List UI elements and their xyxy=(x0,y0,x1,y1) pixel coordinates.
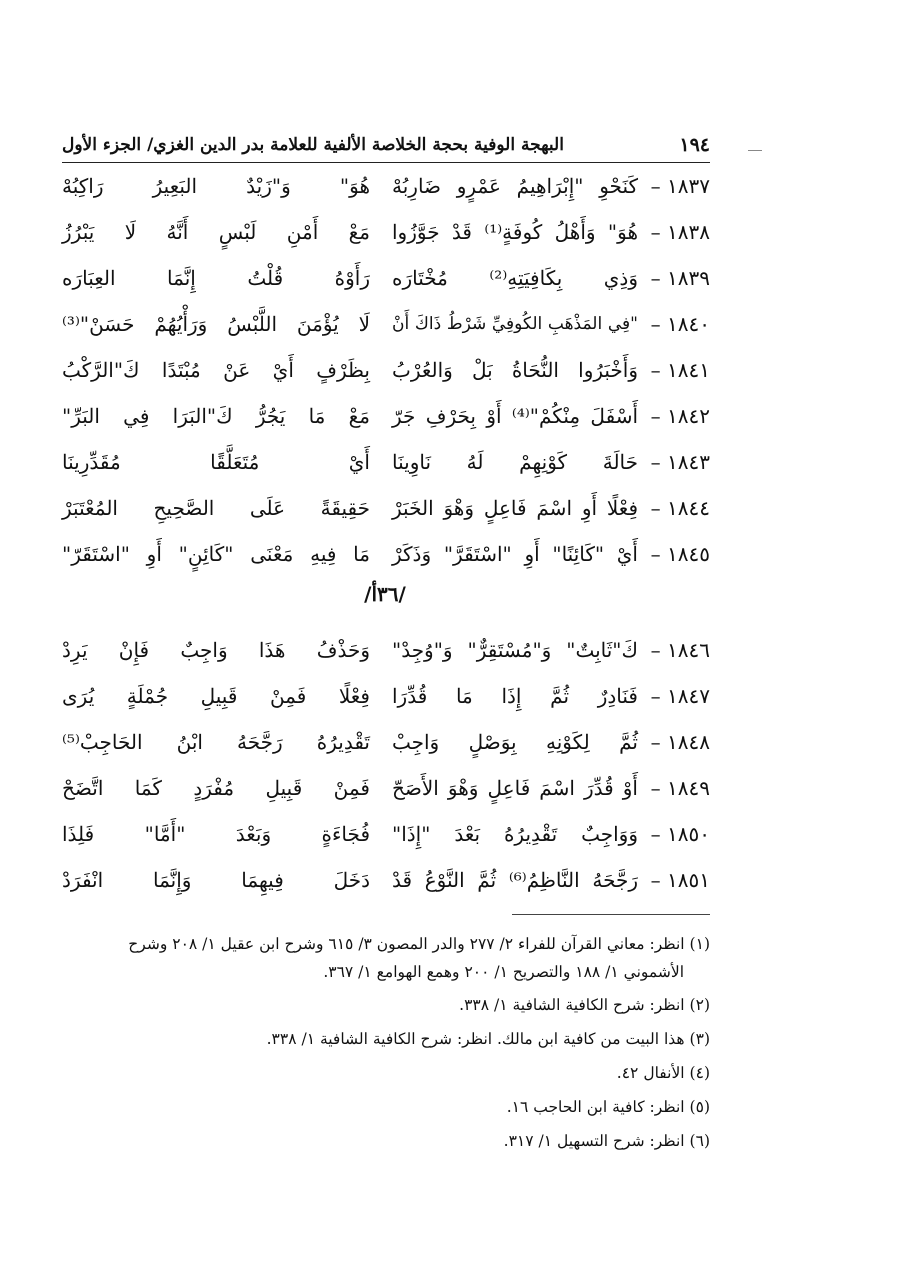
verse-first-hemistich: أَسْفَلَ مِنْكُمْ"⁽⁴⁾ أَوْ بِحَرْفِ جَرّ xyxy=(392,404,639,428)
footnote-text: انظر: معاني القرآن للفراء ٢/ ٢٧٧ والدر المصون ٣/ ٦١٥ وشرح ابن عقيل ١/ ٢٠٨ وشرح xyxy=(128,935,685,953)
verse-second-hemistich: فَمِنْ قَبِيلِ مُفْرَدٍ كَمَا اتَّضَحْ xyxy=(62,776,370,800)
footnote-id: (٦) xyxy=(689,1132,710,1150)
footnote-id: (١) xyxy=(689,935,710,953)
verse-first-hemistich: وَأَخْبَرُوا النُّحَاةُ بَلْ وَالعُرْبُ xyxy=(392,358,638,382)
verse-first-hemistich: ثُمَّ لِكَوْنِهِ بِوَصْلٍ وَاجِبْ xyxy=(392,730,638,754)
margin-tick xyxy=(748,150,762,151)
verse-first-hemistich: فِعْلًا أَوِ اسْمَ فَاعِلٍ وَهْوَ الخَبَرْ xyxy=(392,496,638,520)
verse-second-hemistich: مَا فِيهِ مَعْنَى "كَائِنٍ" أَوِ "اسْتَقَرّ" xyxy=(62,542,370,566)
verse-first-hemistich: وَوَاجِبٌ تَقْدِيرُهُ بَعْدَ "إِذَا" xyxy=(392,822,638,846)
verse-number: ١٨٤٥ – xyxy=(650,542,710,566)
verse-second-hemistich: فِعْلًا فَمِنْ قَبِيلِ جُمْلَةٍ يُرَى xyxy=(62,684,370,708)
footnote-id: (٢) xyxy=(689,996,710,1014)
verse-line xyxy=(62,534,710,574)
verse-line xyxy=(62,442,710,482)
footnote-continuation: الأشموني ١/ ١٨٨ والتصريح ١/ ٢٠٠ وهمع الهوامع ١/ ٣٦٧. xyxy=(323,963,684,981)
verse-number: ١٨٤٠ – xyxy=(650,312,710,336)
verse-line xyxy=(62,676,710,716)
verse-number: ١٨٥٠ – xyxy=(650,822,710,846)
footnote xyxy=(62,1093,710,1121)
verse-first-hemistich: أَوْ قُدِّرَ اسْمَ فَاعِلٍ وَهْوَ الأَصَحّ xyxy=(392,776,638,800)
verse-number: ١٨٤٢ – xyxy=(650,404,710,428)
verse-second-hemistich: أَيْ مُتَعَلَّقًا مُقَدِّرِينَا xyxy=(62,450,370,474)
footnote-text: هذا البيت من كافية ابن مالك. انظر: شرح الكافية الشافية ١/ ٣٣٨. xyxy=(266,1030,685,1048)
verse-first-hemistich: فَنَادِرٌ ثُمَّ إِذَا مَا قُدِّرَا xyxy=(392,684,638,708)
footnote-text: انظر: كافية ابن الحاجب ١٦. xyxy=(506,1098,685,1116)
verse-line xyxy=(62,396,710,436)
verse-number: ١٨٤٦ – xyxy=(650,638,710,662)
verse-number: ١٨٤٨ – xyxy=(650,730,710,754)
footnote-rule xyxy=(512,914,710,915)
footnote-id: (٤) xyxy=(689,1064,710,1082)
verse-second-hemistich: دَخَلَ فِيهِمَا وَإِنَّمَا انْفَرَدْ xyxy=(62,868,370,892)
verse-line xyxy=(62,258,710,298)
verse-second-hemistich: بِظَرْفٍ أَيْ عَنْ مُبْتَدًا كَ"الرَّكْبُ xyxy=(62,358,370,382)
verse-line xyxy=(62,304,710,344)
verse-number: ١٨٤٧ – xyxy=(650,684,710,708)
footnote-id: (٥) xyxy=(689,1098,710,1116)
footnote-text: انظر: شرح الكافية الشافية ١/ ٣٣٨. xyxy=(459,996,685,1014)
footnote xyxy=(62,1025,710,1053)
verse-number: ١٨٤٤ – xyxy=(650,496,710,520)
verse-line xyxy=(62,212,710,252)
verse-second-hemistich: فُجَاءَةٍ وَبَعْدَ "أَمَّا" فَلِذَا xyxy=(62,822,370,846)
verse-second-hemistich: وَحَذْفُ هَذَا وَاجِبٌ فَإِنْ يَرِدْ xyxy=(62,638,370,662)
verse-second-hemistich: مَعْ مَا يَجُرُّ كَ"البَرَا فِي البَرِّ" xyxy=(62,404,370,428)
verse-first-hemistich: "فِي المَذْهَبِ الكُوفِيِّ شَرْطُ ذَاكَ أَنْ xyxy=(392,314,638,334)
footnote xyxy=(62,930,710,986)
verse-number: ١٨٣٧ – xyxy=(650,174,710,198)
verse-line xyxy=(62,488,710,528)
verse-line xyxy=(62,166,710,206)
verse-line xyxy=(62,860,710,900)
footnote-text: انظر: شرح التسهيل ١/ ٣١٧. xyxy=(503,1132,685,1150)
verse-number: ١٨٤٩ – xyxy=(650,776,710,800)
verse-number: ١٨٣٩ – xyxy=(650,266,710,290)
verse-first-hemistich: كَنَحْوِ "إِبْرَاهِيمُ عَمْرٍو ضَارِبُهْ xyxy=(392,174,638,198)
verse-second-hemistich: لَا يُؤْمَنَ اللَّبْسُ وَرَأْيُهُمْ حَسَنْ"⁽³⁾ xyxy=(62,312,370,336)
footnote xyxy=(62,991,710,1019)
verse-first-hemistich: أَيْ "كَائِنًا" أَوِ "اسْتَقَرَّ" وَذَكَرْ xyxy=(392,542,638,566)
verse-second-hemistich: حَقِيقَةً عَلَى الصَّحِيحِ المُعْتَبَرْ xyxy=(62,496,370,520)
verse-second-hemistich: تَقْدِيرُهُ رَجَّحَهُ ابْنُ الحَاجِبْ⁽⁵⁾ xyxy=(62,730,370,754)
verse-number: ١٨٤٣ – xyxy=(650,450,710,474)
verse-number: ١٨٤١ – xyxy=(650,358,710,382)
running-header xyxy=(62,128,710,162)
folio-marker: /٣٦أ/ xyxy=(364,582,406,606)
verse-first-hemistich: كَ"ثَابِتٌ" وَ"مُسْتَقِرٌّ" وَ"وُجِدْ" xyxy=(392,638,638,662)
verse-line xyxy=(62,722,710,762)
verse-second-hemistich: هُوَ" وَ"زَيْدٌ البَعِيرُ رَاكِبُهْ xyxy=(62,174,370,198)
verse-line xyxy=(62,630,710,670)
verse-line xyxy=(62,768,710,808)
verse-second-hemistich: رَأَوْهُ قُلْتُ إِنَّمَا العِبَارَه xyxy=(62,266,370,290)
verse-first-hemistich: حَالَةَ كَوْنِهِمْ لَهُ نَاوِينَا xyxy=(392,450,638,474)
verse-number: ١٨٥١ – xyxy=(650,868,710,892)
footnote xyxy=(62,1059,710,1087)
footnote-text: الأنفال ٤٢. xyxy=(616,1064,685,1082)
header-title: البهجة الوفية بحجة الخلاصة الألفية للعلامة بدر الدين الغزي/ الجزء الأول xyxy=(62,135,564,155)
verse-first-hemistich: هُوَ" وَأَهْلُ كُوفَةٍ⁽¹⁾ قَدْ جَوَّزُوا xyxy=(392,220,638,244)
verse-number: ١٨٣٨ – xyxy=(650,220,710,244)
footnote-id: (٣) xyxy=(689,1030,710,1048)
footnote xyxy=(62,1127,710,1155)
verse-line xyxy=(62,350,710,390)
verse-line xyxy=(62,814,710,854)
verse-second-hemistich: مَعْ أَمْنِ لَبْسٍ أَنَّهُ لَا يَبْرُزُ xyxy=(62,220,370,244)
verse-first-hemistich: وَذِي بِكَافِيَتِهِ⁽²⁾ مُخْتَارَه xyxy=(392,266,638,290)
header-rule xyxy=(62,162,710,163)
verse-first-hemistich: رَجَّحَهُ النَّاظِمُ⁽⁶⁾ ثُمَّ النَّوْعُ قَدْ xyxy=(392,868,639,892)
page-number: ١٩٤ xyxy=(679,134,710,156)
